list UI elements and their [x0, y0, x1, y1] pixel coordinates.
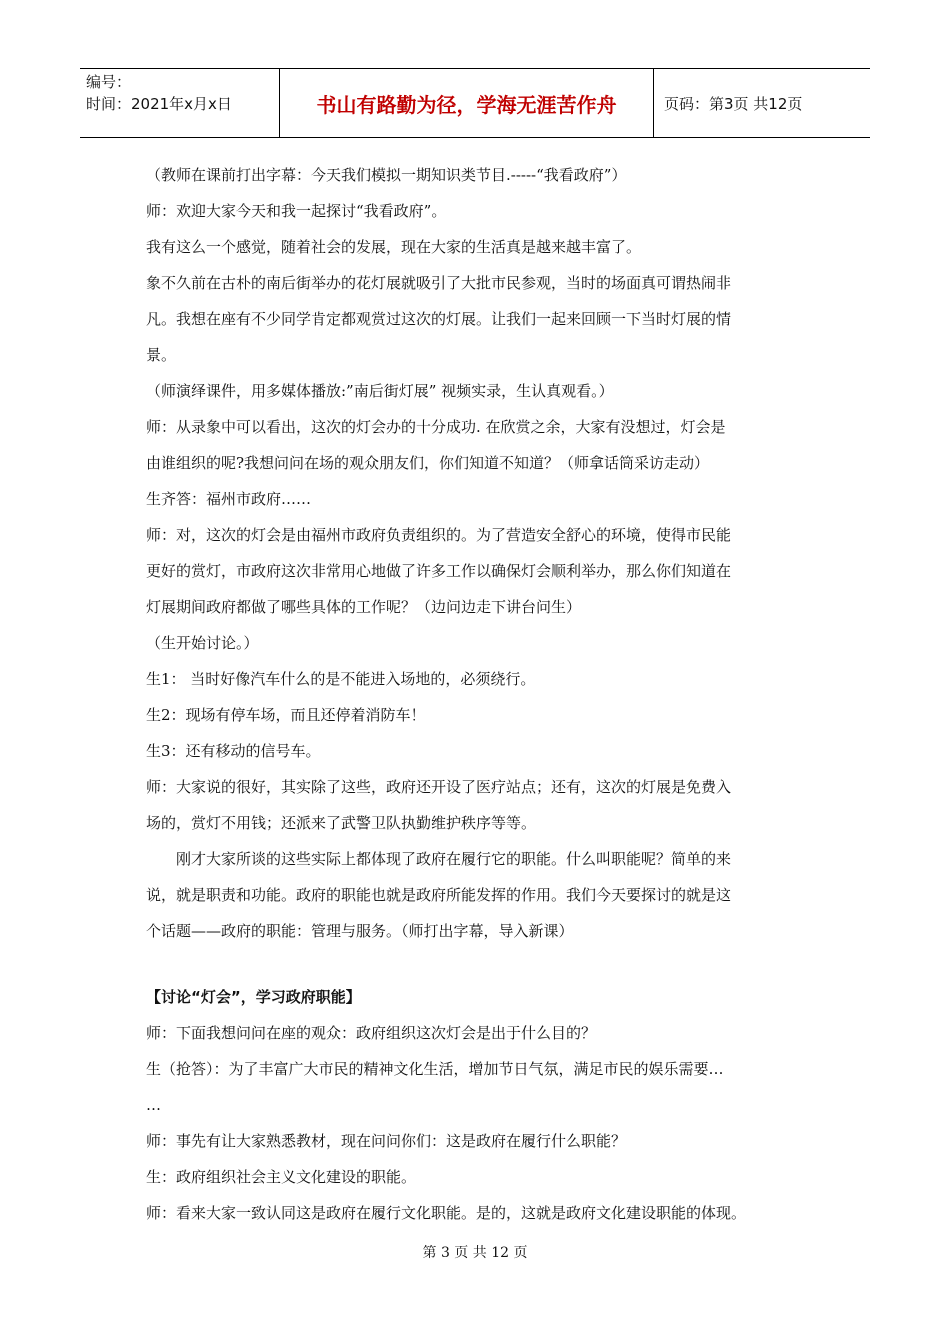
paragraph-line: 象不久前在古朴的南后街举办的花灯展就吸引了大批市民参观，当时的场面真可谓热闹非: [146, 274, 732, 292]
document-body: [146, 157, 826, 1231]
paragraph-line: 灯展期间政府都做了哪些具体的工作呢？（边问边走下讲台问生）: [146, 598, 582, 616]
motto: 书山有路勤为径，学海无涯苦作舟: [280, 69, 654, 137]
paragraph-line: 场的，赏灯不用钱；还派来了武警卫队执勤维护秩序等等。: [146, 814, 537, 832]
time-label: 时间：2021年x月x日: [86, 95, 232, 113]
paragraph-line: （生开始讨论。）: [146, 634, 259, 652]
paragraph-line: 师：看来大家一致认同这是政府在履行文化职能。是的，这就是政府文化建设职能的体现。: [146, 1204, 747, 1222]
section-heading: 【讨论“灯会”，学习政府职能】: [146, 988, 361, 1006]
paragraph-line: …: [146, 1096, 161, 1114]
paragraph-line: 师：欢迎大家今天和我一起探讨“我看政府”。: [146, 202, 447, 220]
page-number-label: 页码：第3页 共12页: [664, 94, 803, 113]
paragraph-line: 生2：现场有停车场，而且还停着消防车！: [146, 706, 426, 724]
paragraph-line: 师：事先有让大家熟悉教材，现在问问你们：这是政府在履行什么职能？: [146, 1132, 627, 1150]
header-meta: [80, 69, 280, 137]
paragraph-line: 我有这么一个感觉，随着社会的发展，现在大家的生活真是越来越丰富了。: [146, 238, 642, 256]
paragraph-line: 凡。我想在座有不少同学肯定都观赏过这次的灯展。让我们一起来回顾一下当时灯展的情: [146, 310, 732, 328]
page-header: [80, 68, 870, 138]
code-label: 编号：: [86, 73, 132, 91]
paragraph-line: 师：从录象中可以看出，这次的灯会办的十分成功. 在欣赏之余，大家有没想过，灯会是: [146, 418, 726, 436]
paragraph-line: （师演绎课件，用多媒体播放:”南后街灯展” 视频实录，生认真观看。）: [146, 382, 614, 400]
paragraph-line: 师：对，这次的灯会是由福州市政府负责组织的。为了营造安全舒心的环境，使得市民能: [146, 526, 732, 544]
paragraph-line: 说，就是职责和功能。政府的职能也就是政府所能发挥的作用。我们今天要探讨的就是这: [146, 886, 732, 904]
paragraph-line: 师：下面我想问问在座的观众：政府组织这次灯会是出于什么目的？: [146, 1024, 597, 1042]
paragraph-line: 生：政府组织社会主义文化建设的职能。: [146, 1168, 417, 1186]
paragraph-line: （教师在课前打出字幕：今天我们模拟一期知识类节目.-----“我看政府”）: [146, 166, 627, 184]
paragraph-line: 生3：还有移动的信号车。: [146, 742, 321, 760]
paragraph-line: 生1： 当时好像汽车什么的是不能进入场地的，必须绕行。: [146, 670, 536, 688]
page-footer: 第 3 页 共 12 页: [422, 1245, 528, 1261]
paragraph-line: 个话题——政府的职能：管理与服务。（师打出字幕，导入新课）: [146, 922, 574, 940]
paragraph-line: 由谁组织的呢?我想问问在场的观众朋友们，你们知道不知道？（师拿话筒采访走动）: [146, 454, 710, 472]
paragraph-line: 刚才大家所谈的这些实际上都体现了政府在履行它的职能。什么叫职能呢？简单的来: [176, 850, 732, 868]
paragraph-line: 生（抢答）：为了丰富广大市民的精神文化生活，增加节日气氛，满足市民的娱乐需要…: [146, 1060, 724, 1078]
paragraph-line: 生齐答：福州市政府……: [146, 490, 312, 508]
paragraph-line: 更好的赏灯，市政府这次非常用心地做了许多工作以确保灯会顺利举办，那么你们知道在: [146, 562, 732, 580]
paragraph-line: 景。: [146, 346, 177, 364]
paragraph-line: 师：大家说的很好，其实除了这些，政府还开设了医疗站点；还有，这次的灯展是免费入: [146, 778, 732, 796]
